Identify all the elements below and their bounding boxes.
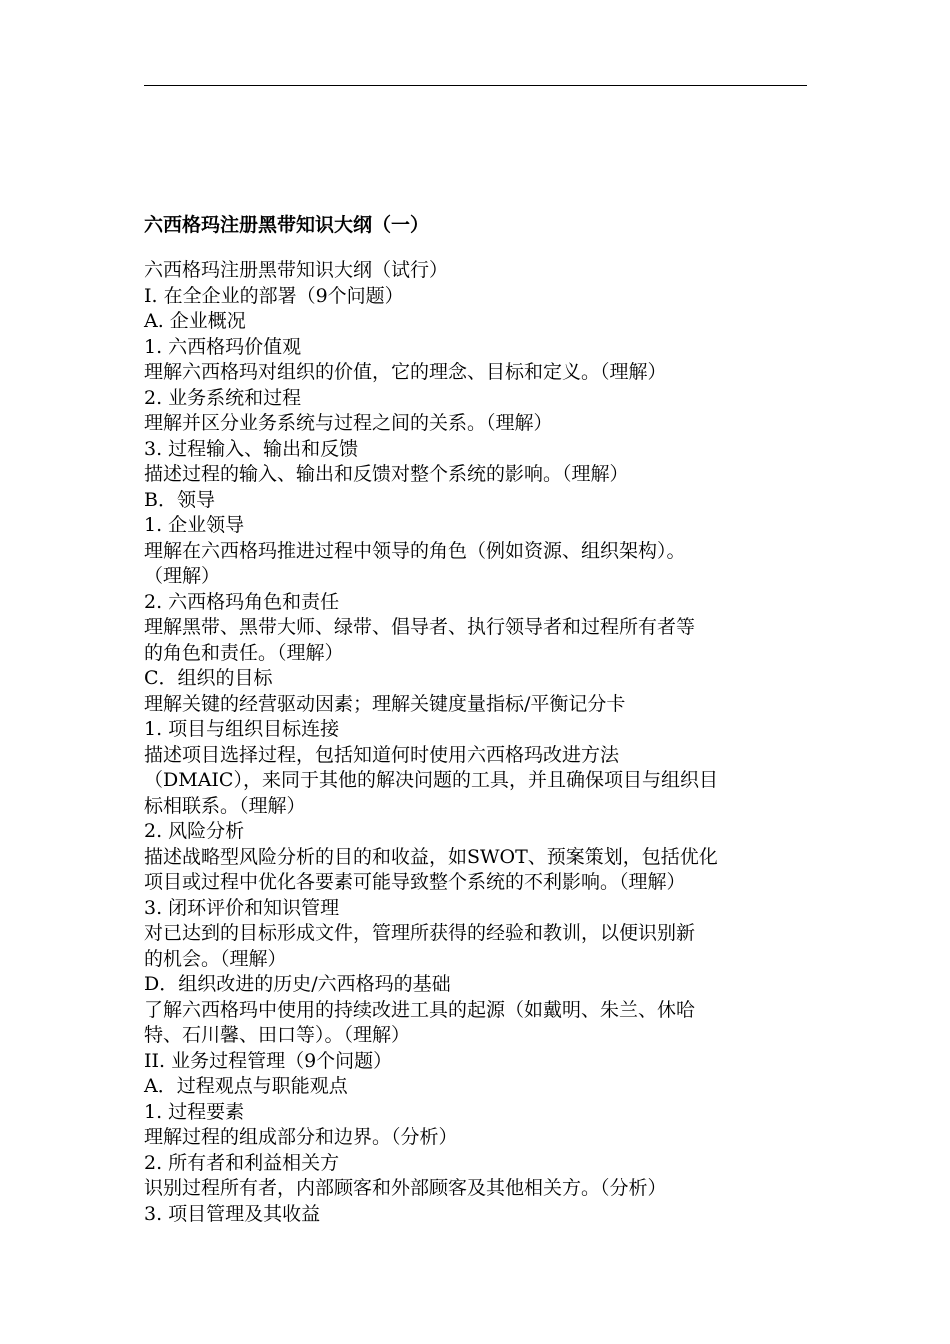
text-line: 2. 风险分析 [144, 820, 245, 842]
text-line: 的角色和责任。（理解） [144, 641, 344, 664]
text-line: II. 业务过程管理（9个问题） [144, 1049, 393, 1072]
text-line: 理解过程的组成部分和边界。（分析） [144, 1126, 458, 1148]
text-line: （理解） [144, 565, 221, 587]
text-line: 3. 过程输入、输出和反馈 [144, 437, 359, 460]
text-line: B．领导 [144, 488, 215, 511]
text-line: 理解在六西格玛推进过程中领导的角色（例如资源、组织架构）。 [144, 539, 686, 562]
header-rule [144, 85, 807, 86]
text-line: 1. 项目与组织目标连接 [144, 718, 340, 740]
text-line: 2. 业务系统和过程 [144, 386, 302, 409]
text-line: 了解六西格玛中使用的持续改进工具的起源（如戴明、朱兰、休哈 [144, 998, 696, 1021]
text-line: A．过程观点与职能观点 [144, 1075, 348, 1097]
text-line: 描述项目选择过程，包括知道何时使用六西格玛改进方法 [144, 743, 620, 766]
text-line: D．组织改进的历史/六西格玛的基础 [144, 973, 451, 995]
document-title: 六西格玛注册黑带知识大纲（一） [144, 214, 430, 236]
text-line: 六西格玛注册黑带知识大纲（试行） [144, 259, 449, 281]
text-line: A. 企业概况 [144, 310, 246, 332]
text-line: （DMAIC），来同于其他的解决问题的工具，并且确保项目与组织目 [144, 769, 718, 791]
text-line: I. 在全企业的部署（9个问题） [144, 284, 404, 307]
text-line: 2. 所有者和利益相关方 [144, 1151, 340, 1174]
document-body [144, 258, 808, 1227]
text-line: 描述过程的输入、输出和反馈对整个系统的影响。（理解） [144, 463, 629, 485]
text-line: C．组织的目标 [144, 667, 273, 689]
text-line: 的机会。（理解） [144, 947, 287, 970]
text-line: 对已达到的目标形成文件，管理所获得的经验和教训，以便识别新 [144, 922, 696, 944]
text-line: 项目或过程中优化各要素可能导致整个系统的不利影响。（理解） [144, 871, 686, 893]
text-line: 标相联系。（理解） [144, 794, 306, 817]
text-line: 1. 过程要素 [144, 1100, 245, 1123]
text-line: 1. 六西格玛价值观 [144, 335, 302, 358]
text-line: 3. 项目管理及其收益 [144, 1202, 321, 1225]
text-line: 理解并区分业务系统与过程之间的关系。（理解） [144, 412, 553, 434]
text-line: 理解黑带、黑带大师、绿带、倡导者、执行领导者和过程所有者等 [144, 616, 696, 638]
text-line: 特、石川馨、田口等）。（理解） [144, 1024, 411, 1046]
text-line: 理解关键的经营驱动因素；理解关键度量指标/平衡记分卡 [144, 692, 626, 715]
text-line: 理解六西格玛对组织的价值，它的理念、目标和定义。（理解） [144, 361, 667, 383]
text-line: 1. 企业领导 [144, 514, 245, 536]
text-line: 2. 六西格玛角色和责任 [144, 590, 340, 613]
text-line: 识别过程所有者，内部顾客和外部顾客及其他相关方。（分析） [144, 1177, 667, 1199]
text-line: 描述战略型风险分析的目的和收益，如SWOT、预案策划，包括优化 [144, 845, 718, 868]
text-line: 3. 闭环评价和知识管理 [144, 896, 340, 919]
